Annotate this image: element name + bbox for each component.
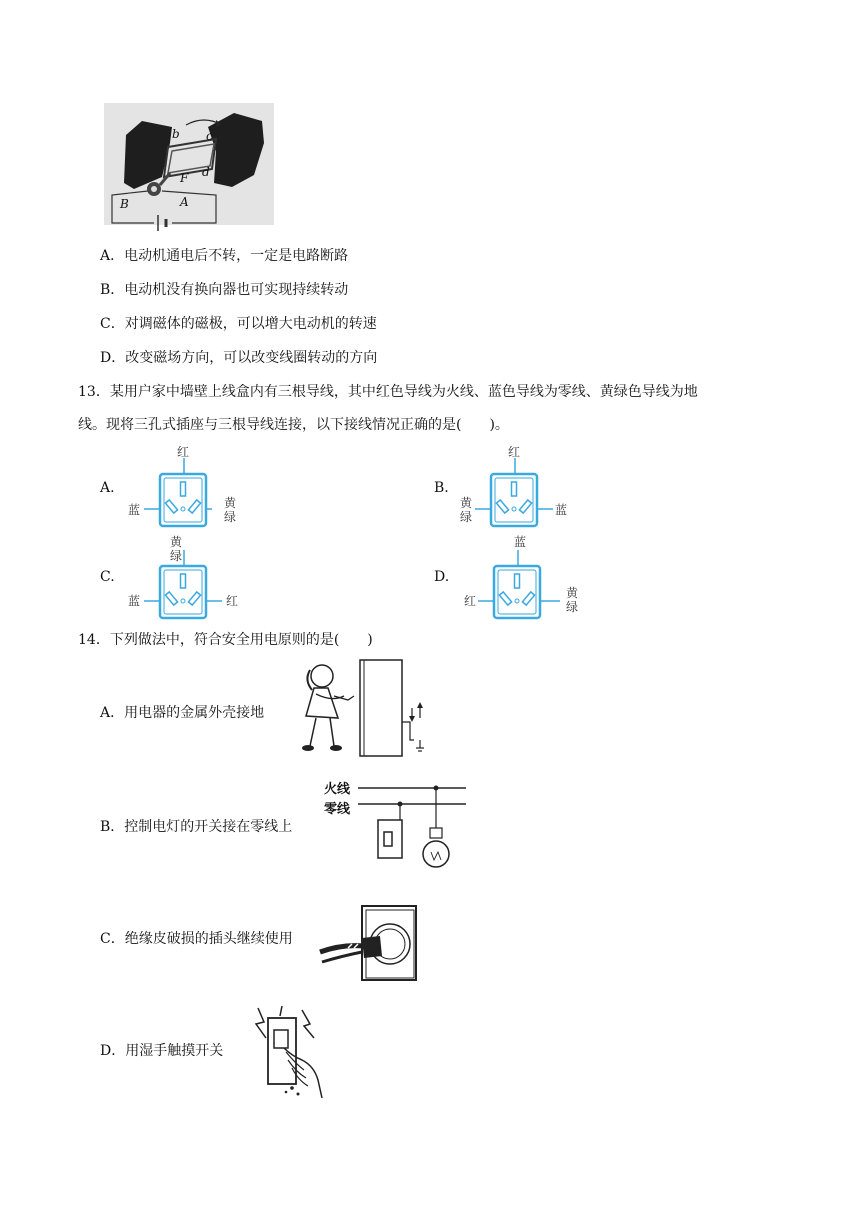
neutral-wire-label: 零线 [324,802,351,817]
label-F: F [180,171,189,185]
q12-option-b: B．电动机没有换向器也可实现持续转动 [100,282,349,298]
top-wire-label: 红 [177,445,190,459]
label-b: b [172,127,180,141]
socket-icon [144,458,212,528]
grounded-appliance-illustration [292,656,438,760]
damaged-plug-illustration [318,904,418,986]
wet-hand-switch-illustration [252,1000,328,1100]
label-c: c [206,129,213,143]
q14-stem: 14．下列做法中，符合安全用电原则的是( ) [78,632,373,648]
option-letter: A. [100,480,115,496]
q12-option-d: D．改变磁场方向，可以改变线圈转动的方向 [100,350,378,366]
option-letter: D. [434,569,450,585]
q13-stem-line2: 线。现将三孔式插座与三根导线连接，以下接线情况正确的是( )。 [78,417,509,433]
right-wire-label: 黄绿 [224,496,237,524]
left-wire-label: 红 [464,594,477,608]
q14-option-b: B．控制电灯的开关接在零线上 [100,819,293,835]
right-wire-label: 黄绿 [566,586,579,614]
top-wire-label: 蓝 [514,535,527,549]
label-B: B [120,197,129,211]
right-wire-label: 红 [226,594,239,608]
wiring-lines [322,776,468,876]
socket-icon [475,458,543,528]
live-wire-label: 火线 [324,782,351,797]
top-wire-label: 红 [508,445,521,459]
option-letter: C. [100,569,115,585]
q12-option-c: C．对调磁体的磁极，可以增大电动机的转速 [100,316,377,332]
wiring-diagram [322,776,468,876]
q14-option-d: D．用湿手触摸开关 [100,1043,224,1059]
socket-icon [478,550,546,620]
q13-stem-line1: 13．某用户家中墙壁上线盒内有三根导线，其中红色导线为火线、蓝色导线为零线、黄绿色导线为地 [78,384,698,400]
q12-option-a: A．电动机通电后不转，一定是电路断路 [100,248,349,264]
motor-drawing [104,103,274,238]
q14-option-a: A．用电器的金属外壳接地 [100,705,265,721]
option-letter: B. [434,480,449,496]
right-wire-label: 蓝 [555,503,568,517]
motor-figure [104,103,274,238]
left-wire-label: 黄绿 [460,496,473,524]
q14-option-c: C．绝缘皮破损的插头继续使用 [100,931,293,947]
label-A: A [180,195,189,209]
socket-icon [144,550,212,620]
label-d: d [202,165,210,179]
left-wire-label: 蓝 [128,503,141,517]
left-wire-label: 蓝 [128,594,141,608]
top-wire-label: 黄绿 [170,535,183,563]
